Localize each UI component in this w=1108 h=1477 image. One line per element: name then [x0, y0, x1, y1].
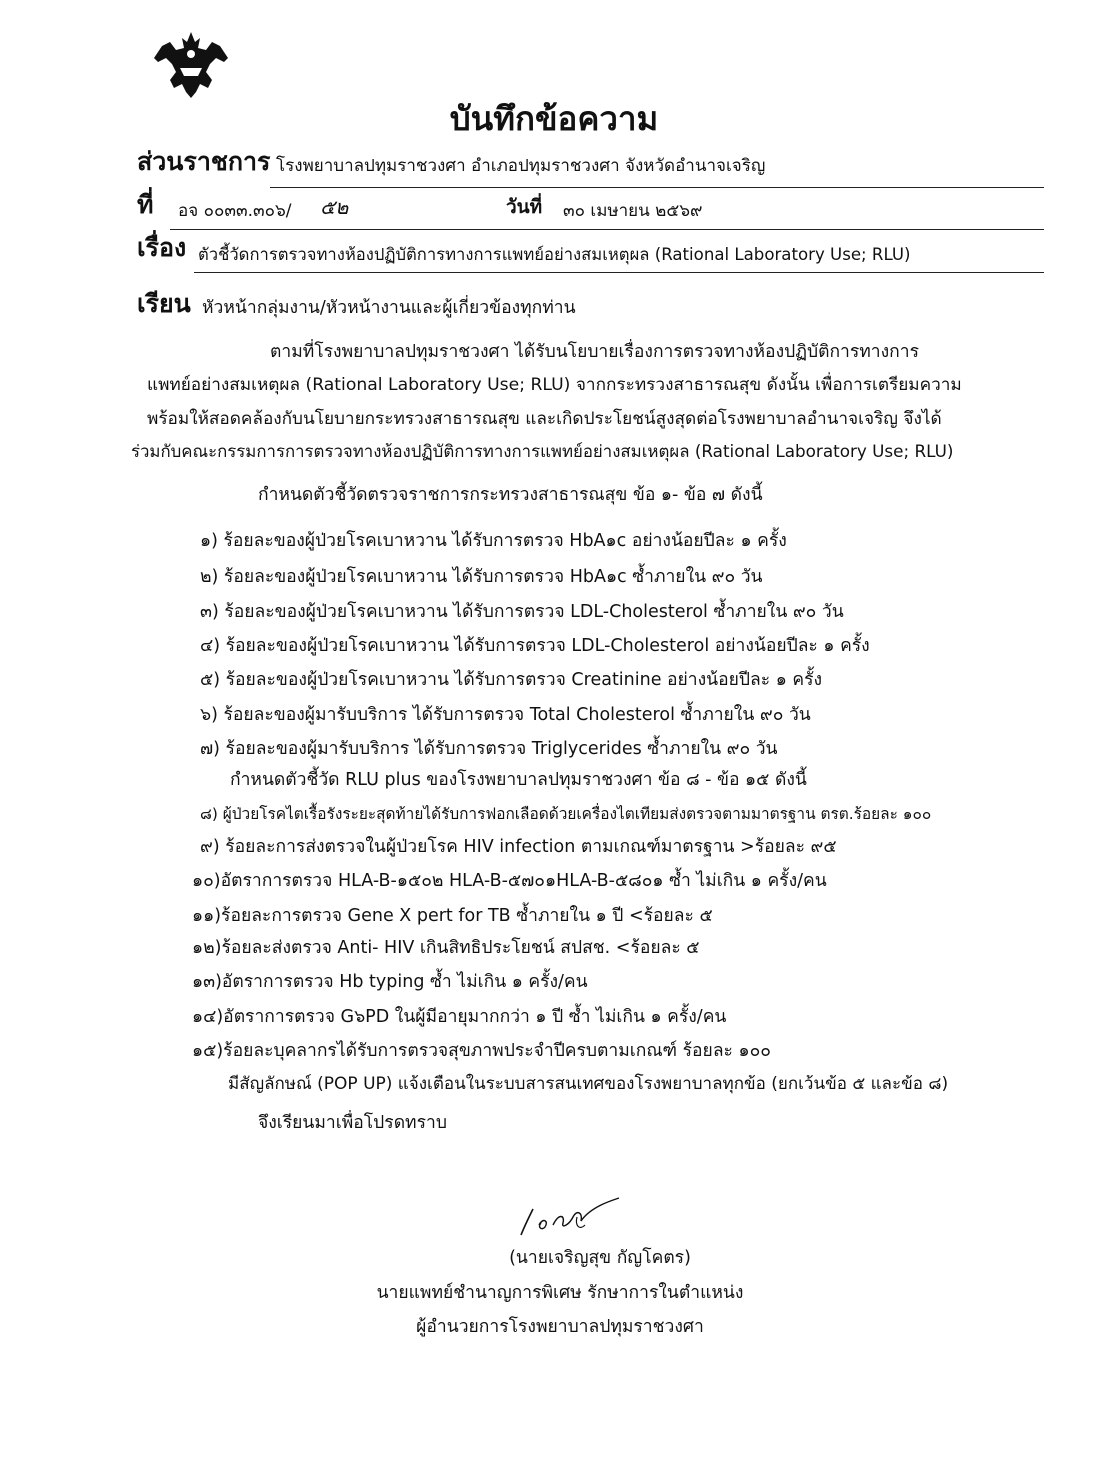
rlu-item-11: ๑๑)ร้อยละการตรวจ Gene X pert for TB ซ้ำภายใน ๑ ปี <ร้อยละ ๕ [192, 906, 713, 926]
para-line-2: แพทย์อย่างสมเหตุผล (Rational Laboratory Use; RLU) จากกระทรวงสาธารณสุข ดังนั้น เพื่อการเตรียมความ [147, 375, 962, 395]
signer-position-1: นายแพทย์ชำนาญการพิเศษ รักษาการในตำแหน่ง [376, 1283, 744, 1303]
para-line-1: ตามที่โรงพยาบาลปทุมราชวงศา ได้รับนโยบายเรื่องการตรวจทางห้องปฏิบัติการทางการ [270, 342, 919, 362]
rlu-item-15: ๑๕)ร้อยละบุคลากรได้รับการตรวจสุขภาพประจำปีครบตามเกณฑ์ ร้อยละ ๑๐๐ [192, 1041, 771, 1061]
doc-no-label: ที่ [137, 190, 154, 219]
to-value: หัวหน้ากลุ่มงาน/หัวหน้างานและผู้เกี่ยวข้องทุกท่าน [202, 298, 576, 318]
subject-underline [194, 272, 1044, 273]
org-value: โรงพยาบาลปทุมราชวงศา อำเภอปทุมราชวงศา จังหวัดอำนาจเจริญ [276, 156, 766, 176]
rlu-item-10: ๑๐)อัตราการตรวจ HLA-B-๑๕๐๒ HLA-B-๕๗๐๑HLA-B-๕๘๐๑ ซ้ำ ไม่เกิน ๑ ครั้ง/คน [192, 871, 827, 891]
doc-no-underline [170, 229, 1044, 230]
signer-position-2: ผู้อำนวยการโรงพยาบาลปทุมราชวงศา [416, 1317, 704, 1337]
rlu-item-8: ๘) ผู้ป่วยโรคไตเรื้อรังระยะสุดท้ายได้รับการฟอกเลือดด้วยเครื่องไตเทียมส่งตรวจตามมาตรฐาน ตรต.ร้อยละ ๑๐๐ [200, 805, 932, 823]
moph-item-1: ๑) ร้อยละของผู้ป่วยโรคเบาหวาน ได้รับการตรวจ HbA๑c อย่างน้อยปีละ ๑ ครั้ง [200, 531, 787, 551]
rlu-item-12: ๑๒)ร้อยละส่งตรวจ Anti- HIV เกินสิทธิประโยชน์ สปสช. <ร้อยละ ๕ [192, 938, 700, 958]
date-label: วันที่ [506, 196, 543, 218]
date-value: ๓๐ เมษายน ๒๕๖๙ [563, 201, 703, 221]
moph-item-6: ๖) ร้อยละของผู้มารับบริการ ได้รับการตรวจ Total Cholesterol ซ้ำภายใน ๙๐ วัน [200, 705, 811, 725]
rlu-item-9: ๙) ร้อยละการส่งตรวจในผู้ป่วยโรค HIV infection ตามเกณฑ์มาตรฐาน >ร้อยละ ๙๕ [200, 837, 837, 857]
doc-no-value: อจ ๐๐๓๓.๓๐๖/ [178, 201, 292, 221]
moph-item-3: ๓) ร้อยละของผู้ป่วยโรคเบาหวาน ได้รับการตรวจ LDL-Cholesterol ซ้ำภายใน ๙๐ วัน [200, 602, 844, 622]
org-label: ส่วนราชการ [137, 147, 271, 176]
rlu-item-13: ๑๓)อัตราการตรวจ Hb typing ซ้ำ ไม่เกิน ๑ ครั้ง/คน [192, 972, 588, 992]
popup-note: มีสัญลักษณ์ (POP UP) แจ้งเตือนในระบบสารสนเทศของโรงพยาบาลทุกข้อ (ยกเว้นข้อ ๕ และข้อ ๘) [228, 1074, 949, 1094]
rlu-item-14: ๑๔)อัตราการตรวจ G๖PD ในผู้มีอายุมากกว่า ๑ ปี ซ้ำ ไม่เกิน ๑ ครั้ง/คน [192, 1007, 727, 1027]
memo-title: บันทึกข้อความ [449, 99, 659, 138]
closing-text: จึงเรียนมาเพื่อโปรดทราบ [258, 1113, 447, 1133]
moph-item-5: ๕) ร้อยละของผู้ป่วยโรคเบาหวาน ได้รับการตรวจ Creatinine อย่างน้อยปีละ ๑ ครั้ง [200, 670, 823, 690]
rlu-heading: กำหนดตัวชี้วัด RLU plus ของโรงพยาบาลปทุมราชวงศา ข้อ ๘ - ข้อ ๑๕ ดังนี้ [230, 770, 807, 790]
subject-value: ตัวชี้วัดการตรวจทางห้องปฏิบัติการทางการแพทย์อย่างสมเหตุผล (Rational Laboratory Use; RLU) [198, 245, 911, 264]
doc-no-handwritten: ๕๒ [320, 195, 349, 219]
moph-item-7: ๗) ร้อยละของผู้มารับบริการ ได้รับการตรวจ Triglycerides ซ้ำภายใน ๙๐ วัน [200, 739, 778, 759]
to-label: เรียน [137, 289, 191, 318]
signer-name: (นายเจริญสุข กัญโคตร) [509, 1248, 691, 1268]
garuda-emblem-icon [150, 28, 232, 100]
moph-item-4: ๔) ร้อยละของผู้ป่วยโรคเบาหวาน ได้รับการตรวจ LDL-Cholesterol อย่างน้อยปีละ ๑ ครั้ง [200, 636, 870, 656]
handwritten-signature [515, 1195, 625, 1243]
moph-item-2: ๒) ร้อยละของผู้ป่วยโรคเบาหวาน ได้รับการตรวจ HbA๑c ซ้ำภายใน ๙๐ วัน [200, 567, 763, 587]
para-line-3: พร้อมให้สอดคล้องกับนโยบายกระทรวงสาธารณสุข และเกิดประโยชน์สูงสุดต่อโรงพยาบาลอำนาจเจริญ จึงได้ [147, 409, 942, 429]
para-line-4: ร่วมกับคณะกรรมการการตรวจทางห้องปฏิบัติการทางการแพทย์อย่างสมเหตุผล (Rational Laboratory Use; RLU) [131, 441, 954, 461]
org-underline [270, 187, 1044, 188]
moph-heading: กำหนดตัวชี้วัดตรวจราชการกระทรวงสาธารณสุข ข้อ ๑- ข้อ ๗ ดังนี้ [258, 485, 763, 505]
subject-label: เรื่อง [137, 233, 187, 262]
